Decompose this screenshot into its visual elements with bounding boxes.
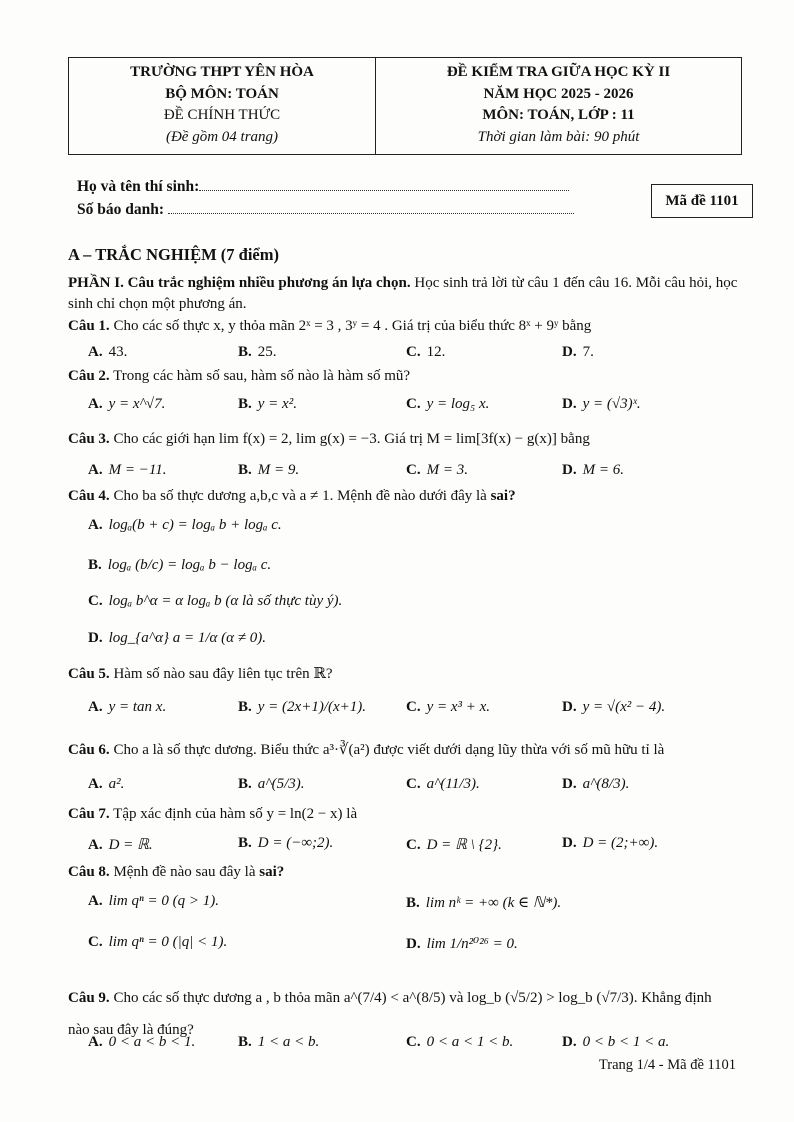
question-4 (68, 488, 516, 505)
option-key: B. (238, 1034, 252, 1050)
option-text: D = (−∞;2). (257, 835, 334, 851)
option-text: a^(5/3). (257, 776, 305, 792)
q6-option-c[interactable] (406, 776, 480, 793)
q3-option-b[interactable] (238, 462, 299, 479)
question-6 (68, 740, 664, 759)
q5-option-c[interactable] (406, 699, 490, 716)
question-label: Câu 3. (68, 431, 110, 447)
question-text: Cho các số thực x, y thỏa mãn 2ˣ = 3 , 3ʸ = 4 . Giá trị của biểu thức 8ˣ + 9ʸ bằng (113, 318, 592, 334)
option-key: A. (88, 396, 103, 412)
question-text: Cho các giới hạn lim f(x) = 2, lim g(x) = −3. Giá trị M = lim[3f(x) − g(x)] bằng (113, 431, 590, 447)
question-text: Trong các hàm số sau, hàm số nào là hàm số mũ? (113, 368, 411, 384)
q9-option-d[interactable] (562, 1034, 669, 1051)
q9-option-b[interactable] (238, 1034, 319, 1051)
option-text: lim nᵏ = +∞ (k ∈ ℕ*). (425, 895, 562, 911)
duration: Thời gian làm bài: 90 phút (477, 128, 640, 145)
option-key: D. (562, 396, 577, 412)
student-name-line (77, 178, 569, 196)
option-key: C. (406, 776, 421, 792)
option-text: lim 1/n²⁰²⁶ = 0. (426, 936, 518, 952)
option-text: y = x³ + x. (426, 699, 491, 715)
question-5 (68, 664, 333, 683)
question-8 (68, 864, 284, 881)
q3-option-d[interactable] (562, 462, 624, 479)
q4-option-d[interactable] (88, 630, 266, 647)
option-text: D = ℝ. (108, 837, 153, 853)
option-text: 1 < a < b. (257, 1034, 320, 1050)
question-text: Cho các số thực dương a , b thỏa mãn a^(7/4) < a^(8/5) và log_b (√5/2) > log_b (√7/3). Khẳng định nào sau đây là đúng? (68, 990, 712, 1038)
option-text: 25. (257, 344, 277, 360)
q5-option-a[interactable] (88, 699, 166, 716)
option-key: B. (238, 396, 252, 412)
option-key: D. (562, 344, 577, 360)
question-label: Câu 6. (68, 742, 110, 758)
q7-option-a[interactable] (88, 835, 153, 854)
option-text: logₐ(b + c) = logₐ b + logₐ c. (108, 517, 282, 533)
question-label: Câu 9. (68, 990, 110, 1006)
question-text: Hàm số nào sau đây liên tục trên ℝ? (113, 666, 333, 682)
option-key: A. (88, 344, 103, 360)
option-text: D = (2;+∞). (582, 835, 659, 851)
q8-option-b[interactable] (406, 893, 561, 912)
q4-option-a[interactable] (88, 517, 282, 534)
option-text: 0 < a < b < 1. (108, 1034, 196, 1050)
option-text: 0 < a < 1 < b. (426, 1034, 514, 1050)
option-key: D. (562, 835, 577, 851)
q2-option-b[interactable] (238, 396, 297, 413)
q5-option-b[interactable] (238, 699, 366, 716)
exam-title: ĐỀ KIỂM TRA GIỮA HỌC KỲ II (446, 64, 671, 80)
option-key: B. (238, 699, 252, 715)
option-text: y = (2x+1)/(x+1). (257, 699, 367, 715)
question-label: Câu 8. (68, 864, 110, 880)
exam-info (376, 58, 741, 154)
student-id-field[interactable] (168, 201, 574, 214)
question-text: Cho a là số thực dương. Biểu thức a³·∛(a²) được viết dưới dạng lũy thừa với số mũ hữu tỉ là (113, 742, 665, 758)
q3-option-a[interactable] (88, 462, 166, 479)
option-text: y = (√3)ˣ. (582, 396, 641, 412)
q2-option-a[interactable] (88, 396, 165, 413)
q4-option-c[interactable] (88, 593, 342, 610)
page-count: (Đề gồm 04 trang) (165, 128, 279, 145)
option-key: D. (88, 630, 103, 646)
option-text: y = √(x² − 4). (582, 699, 666, 715)
option-text: lim qⁿ = 0 (q > 1). (108, 893, 219, 909)
student-id-label: Số báo danh: (77, 201, 165, 218)
school-year: NĂM HỌC 2025 - 2026 (483, 85, 634, 102)
q7-option-c[interactable] (406, 835, 502, 854)
q7-option-b[interactable] (238, 835, 333, 852)
question-7 (68, 806, 357, 823)
option-text: y = tan x. (108, 699, 167, 715)
question-text: Tập xác định của hàm số y = ln(2 − x) là (113, 806, 358, 822)
option-text: y = x^√7. (108, 396, 166, 412)
option-key: D. (562, 776, 577, 792)
student-name-label: Họ và tên thí sinh: (77, 178, 200, 195)
department: BỘ MÔN: TOÁN (165, 85, 279, 102)
option-key: B. (238, 344, 252, 360)
q6-option-a[interactable] (88, 776, 124, 793)
student-name-field[interactable] (199, 178, 569, 191)
option-key: D. (562, 462, 577, 478)
q2-option-c[interactable] (406, 396, 489, 413)
option-key: D. (562, 699, 577, 715)
q6-option-d[interactable] (562, 776, 629, 793)
q1-option-b[interactable] (238, 344, 277, 361)
question-emphasis: sai? (259, 864, 285, 880)
option-key: C. (406, 1034, 421, 1050)
q8-option-d[interactable] (406, 934, 518, 953)
option-key: C. (88, 934, 103, 950)
option-text: M = 9. (257, 462, 300, 478)
option-text: y = log₅ x. (426, 396, 490, 412)
q9-option-a[interactable] (88, 1034, 195, 1051)
subject: MÔN: TOÁN, LỚP : 11 (482, 107, 635, 123)
option-text: a². (108, 776, 125, 792)
q9-option-c[interactable] (406, 1034, 513, 1051)
option-text: D = ℝ \ {2}. (426, 837, 502, 853)
option-key: A. (88, 517, 103, 533)
q2-option-d[interactable] (562, 396, 641, 413)
option-text: y = x². (257, 396, 297, 412)
option-key: B. (238, 835, 252, 851)
exam-code-box: Mã đề 1101 (651, 184, 753, 218)
q1-option-d[interactable] (562, 344, 594, 361)
question-text: Mệnh đề nào sau đây là (113, 864, 256, 880)
section-title: A – TRẮC NGHIỆM (7 điểm) (68, 245, 279, 264)
part-label: PHẦN I. Câu trắc nghiệm nhiều phương án lựa chọn. (68, 275, 411, 291)
option-key: A. (88, 837, 103, 853)
option-key: C. (88, 593, 103, 609)
option-key: C. (406, 396, 421, 412)
option-text: M = 3. (426, 462, 468, 478)
option-text: M = −11. (108, 462, 167, 478)
option-text: 7. (582, 344, 594, 360)
page-footer: Trang 1/4 - Mã đề 1101 (598, 1057, 736, 1073)
option-key: B. (238, 462, 252, 478)
exam-header (68, 57, 742, 155)
option-key: A. (88, 1034, 103, 1050)
option-text: 43. (108, 344, 128, 360)
option-key: C. (406, 462, 421, 478)
q1-option-c[interactable] (406, 344, 445, 361)
option-key: A. (88, 462, 103, 478)
option-text: logₐ b^α = α logₐ b (α là số thực tùy ý). (108, 593, 343, 609)
option-text: logₐ (b/c) = logₐ b − logₐ c. (107, 557, 272, 573)
option-text: a^(11/3). (426, 776, 480, 792)
question-3 (68, 431, 590, 448)
option-key: B. (406, 895, 420, 911)
question-label: Câu 1. (68, 318, 110, 334)
option-text: M = 6. (582, 462, 624, 478)
option-text: a^(8/3). (582, 776, 630, 792)
question-text: Cho ba số thực dương a,b,c và a ≠ 1. Mệnh đề nào dưới đây là (113, 488, 487, 504)
option-text: 12. (426, 344, 446, 360)
option-key: C. (406, 837, 421, 853)
question-label: Câu 2. (68, 368, 110, 384)
option-text: log_{a^α} a = 1/α (α ≠ 0). (108, 630, 266, 646)
part-text: Học sinh trả lời từ câu 1 đến câu 16. Mỗi câu hỏi, học sinh chỉ chọn một phương án. (68, 275, 738, 312)
school-info (69, 58, 376, 154)
option-text: lim qⁿ = 0 (|q| < 1). (108, 934, 228, 950)
question-label: Câu 7. (68, 806, 110, 822)
option-key: A. (88, 893, 103, 909)
part-intro (68, 273, 748, 315)
question-emphasis: sai? (490, 488, 516, 504)
option-key: C. (406, 699, 421, 715)
option-key: A. (88, 776, 103, 792)
school-name: TRƯỜNG THPT YÊN HÒA (130, 64, 314, 80)
q4-option-b[interactable] (88, 557, 271, 574)
q8-option-c[interactable] (88, 934, 227, 951)
q1-option-a[interactable] (88, 344, 127, 361)
option-key: B. (88, 557, 102, 573)
option-text: 0 < b < 1 < a. (582, 1034, 670, 1050)
question-label: Câu 5. (68, 666, 110, 682)
option-key: D. (406, 936, 421, 952)
question-1 (68, 318, 591, 335)
q5-option-d[interactable] (562, 699, 665, 716)
q6-option-b[interactable] (238, 776, 305, 793)
question-label: Câu 4. (68, 488, 110, 504)
q8-option-a[interactable] (88, 893, 219, 910)
option-key: A. (88, 699, 103, 715)
official-label: ĐỀ CHÍNH THỨC (163, 107, 281, 123)
option-key: D. (562, 1034, 577, 1050)
q7-option-d[interactable] (562, 835, 658, 852)
q3-option-c[interactable] (406, 462, 468, 479)
question-2 (68, 368, 410, 385)
option-key: B. (238, 776, 252, 792)
option-key: C. (406, 344, 421, 360)
student-id-line (77, 201, 574, 219)
